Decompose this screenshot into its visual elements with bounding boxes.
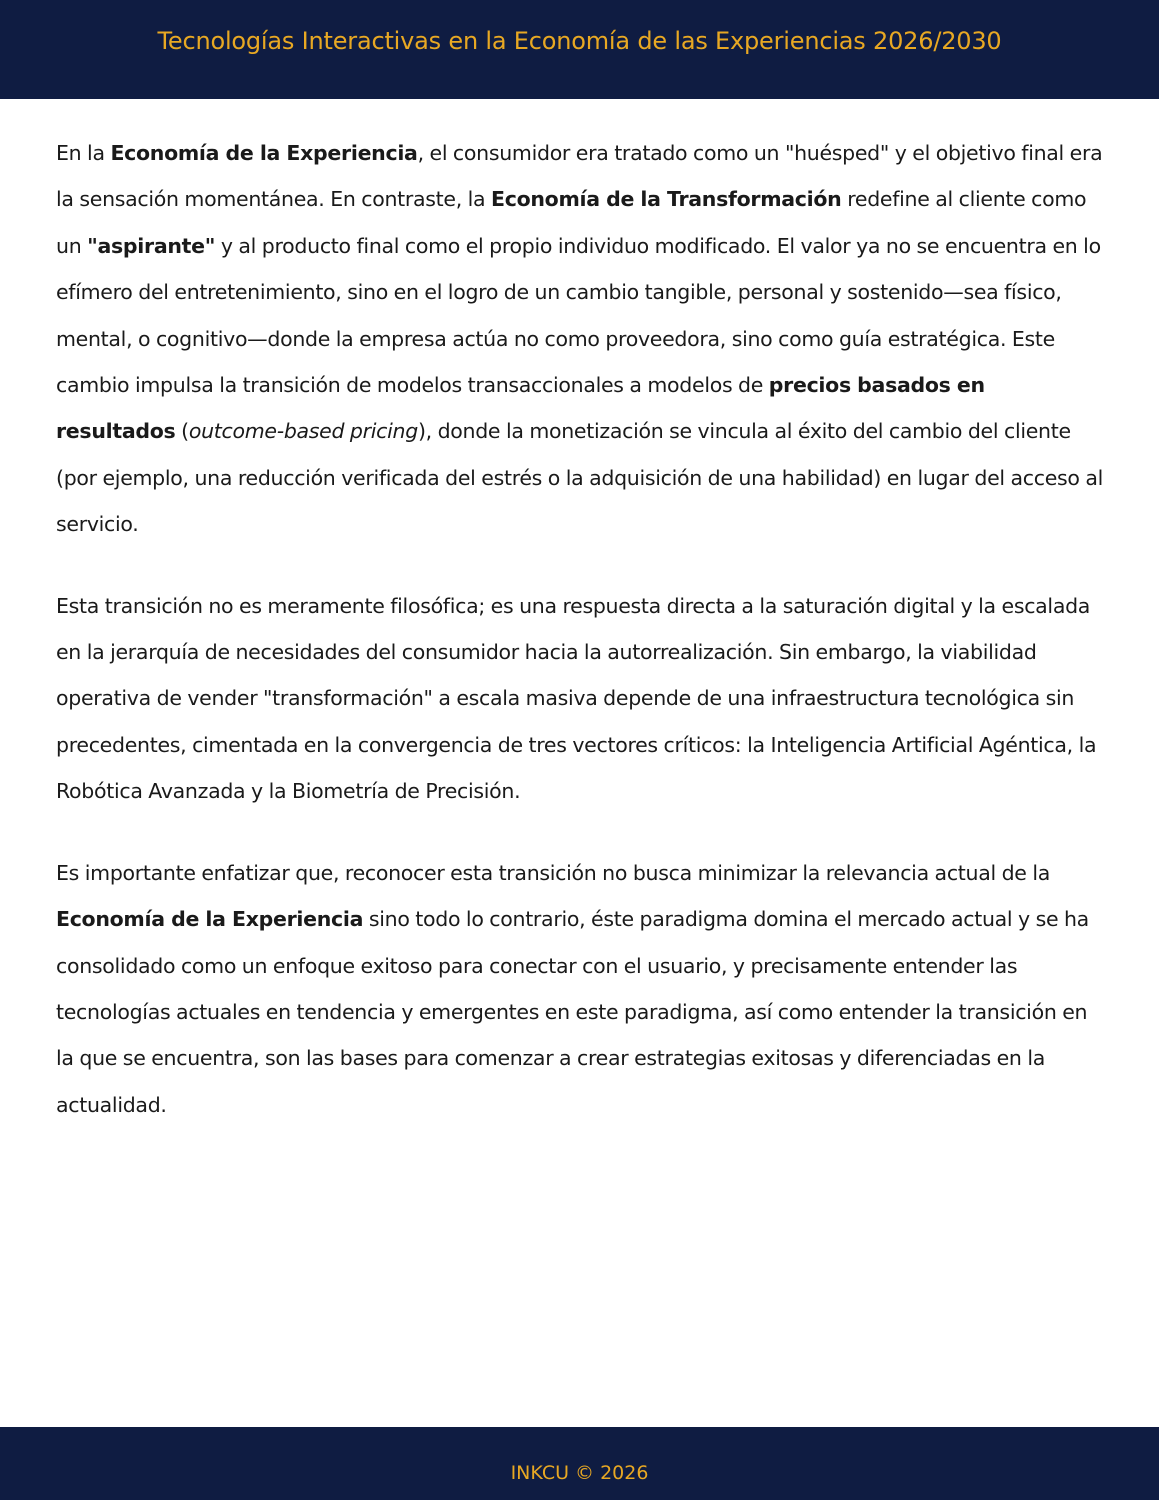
paragraph-2: Esta transición no es meramente filosófica; es una respuesta directa a la saturación digital y la escalada en la jerarquía de necesidades del consumidor hacia la autorrealización. Sin embargo, la viabilidad operativa de vender "transformación" a escala masiva depende de una infraestructura tecnológica sin precedentes, cimentada en la convergencia de tres vectores críticos: la Inteligencia Artificial Agéntica, la Robótica Avanzada y la Biometría de Precisión. <box>56 593 1097 804</box>
page-title: Tecnologías Interactivas en la Economía de las Experiencias 2026/2030 <box>157 27 1002 55</box>
document-body <box>56 130 1106 1163</box>
italic-term: outcome-based pricing <box>188 419 418 444</box>
bold-term: Economía de la Transformación <box>491 187 842 212</box>
bold-term: Economía de la Experiencia <box>110 141 418 165</box>
text-run: y al producto final como el propio individuo modificado. El valor ya no se encuentra en lo efímero del entretenimiento, sino en el logro de un cambio tangible, personal y sostenido—sea físico, mental, o cognitivo—donde la empresa actúa no como proveedora, sino como guía estratégica. Este cambio impulsa la transición de modelos transaccionales a modelos de <box>56 233 1101 398</box>
text-run: ( <box>175 419 189 444</box>
text-run: ), donde la monetización se vincula al éxito del cambio del cliente (por ejemplo, una reducción verificada del estrés o la adquisición de una habilidad) en lugar del acceso al servicio. <box>56 419 1104 537</box>
text-run: Es importante enfatizar que, reconocer esta transición no busca minimizar la relevancia actual de la <box>56 860 1050 885</box>
footer-copyright: INKCU © 2026 <box>510 1462 649 1484</box>
text-run: redefine al cliente como un <box>56 187 1087 258</box>
bold-term: Economía de la Experiencia <box>56 907 364 932</box>
text-run: En la <box>56 141 111 165</box>
text-run: , el consumidor era tratado como un "huésped" y el objetivo final era la sensación momentánea. En contraste, la <box>56 141 1103 212</box>
paragraph-1 <box>56 130 1106 548</box>
text-run: sino todo lo contrario, éste paradigma domina el mercado actual y se ha consolidado como un enfoque exitoso para conectar con el usuario, y precisamente entender las tecnologías actuales en tendencia y emergentes en este paradigma, así como entender la transición en la que se encuentra, son las bases para comenzar a crear estrategias exitosas y diferenciadas en la actualidad. <box>56 907 1089 1117</box>
bold-term: precios basados en resultados <box>56 373 985 444</box>
bold-term: "aspirante" <box>87 233 216 258</box>
paragraph-3 <box>56 850 1106 1128</box>
